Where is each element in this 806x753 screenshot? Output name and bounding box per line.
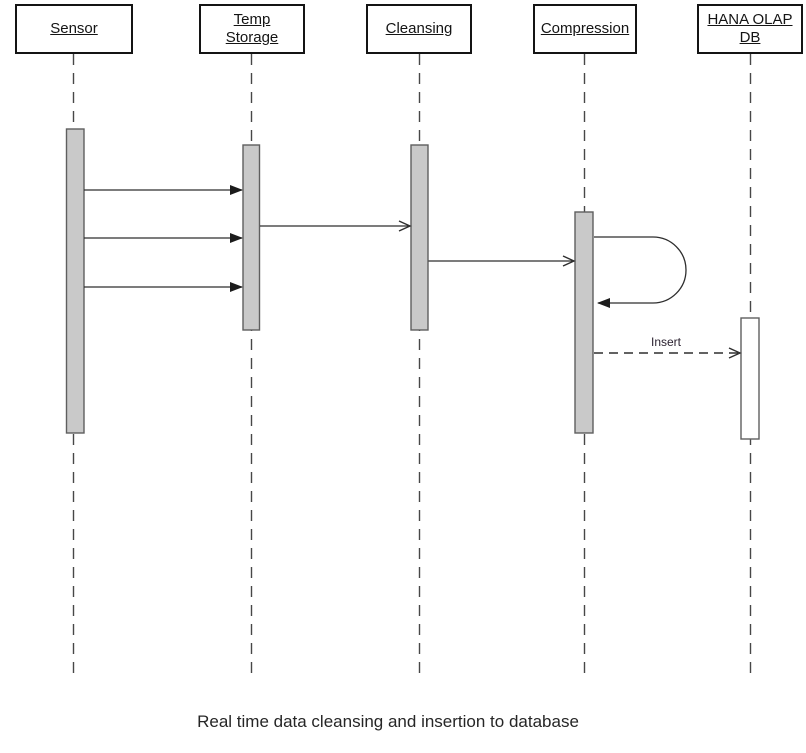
lifeline-header-temp-storage xyxy=(199,4,305,54)
lifeline-label-temp-storage: Temp Storage xyxy=(225,11,279,46)
lifeline-header-hana-olap-db xyxy=(697,4,803,54)
lifeline-header-sensor xyxy=(15,4,133,54)
message-self-loop-compression xyxy=(594,237,686,303)
activation-bar-sensor xyxy=(67,129,85,433)
lifeline-label-sensor: Sensor xyxy=(50,20,98,37)
lifeline-label-compression: Compression xyxy=(540,20,630,37)
activation-bar-hana-olap-db xyxy=(741,318,759,439)
activation-bar-cleansing xyxy=(411,145,428,330)
lifeline-label-hana-olap-db: HANA OLAP DB xyxy=(707,11,793,46)
message-label-insert: Insert xyxy=(650,335,681,349)
activation-bar-temp-storage xyxy=(243,145,260,330)
lifeline-header-cleansing xyxy=(366,4,472,54)
diagram-caption: Real time data cleansing and insertion to database xyxy=(197,712,579,731)
lifeline-label-cleansing: Cleansing xyxy=(385,20,453,37)
activation-bar-compression xyxy=(575,212,593,433)
lifeline-header-compression xyxy=(533,4,637,54)
